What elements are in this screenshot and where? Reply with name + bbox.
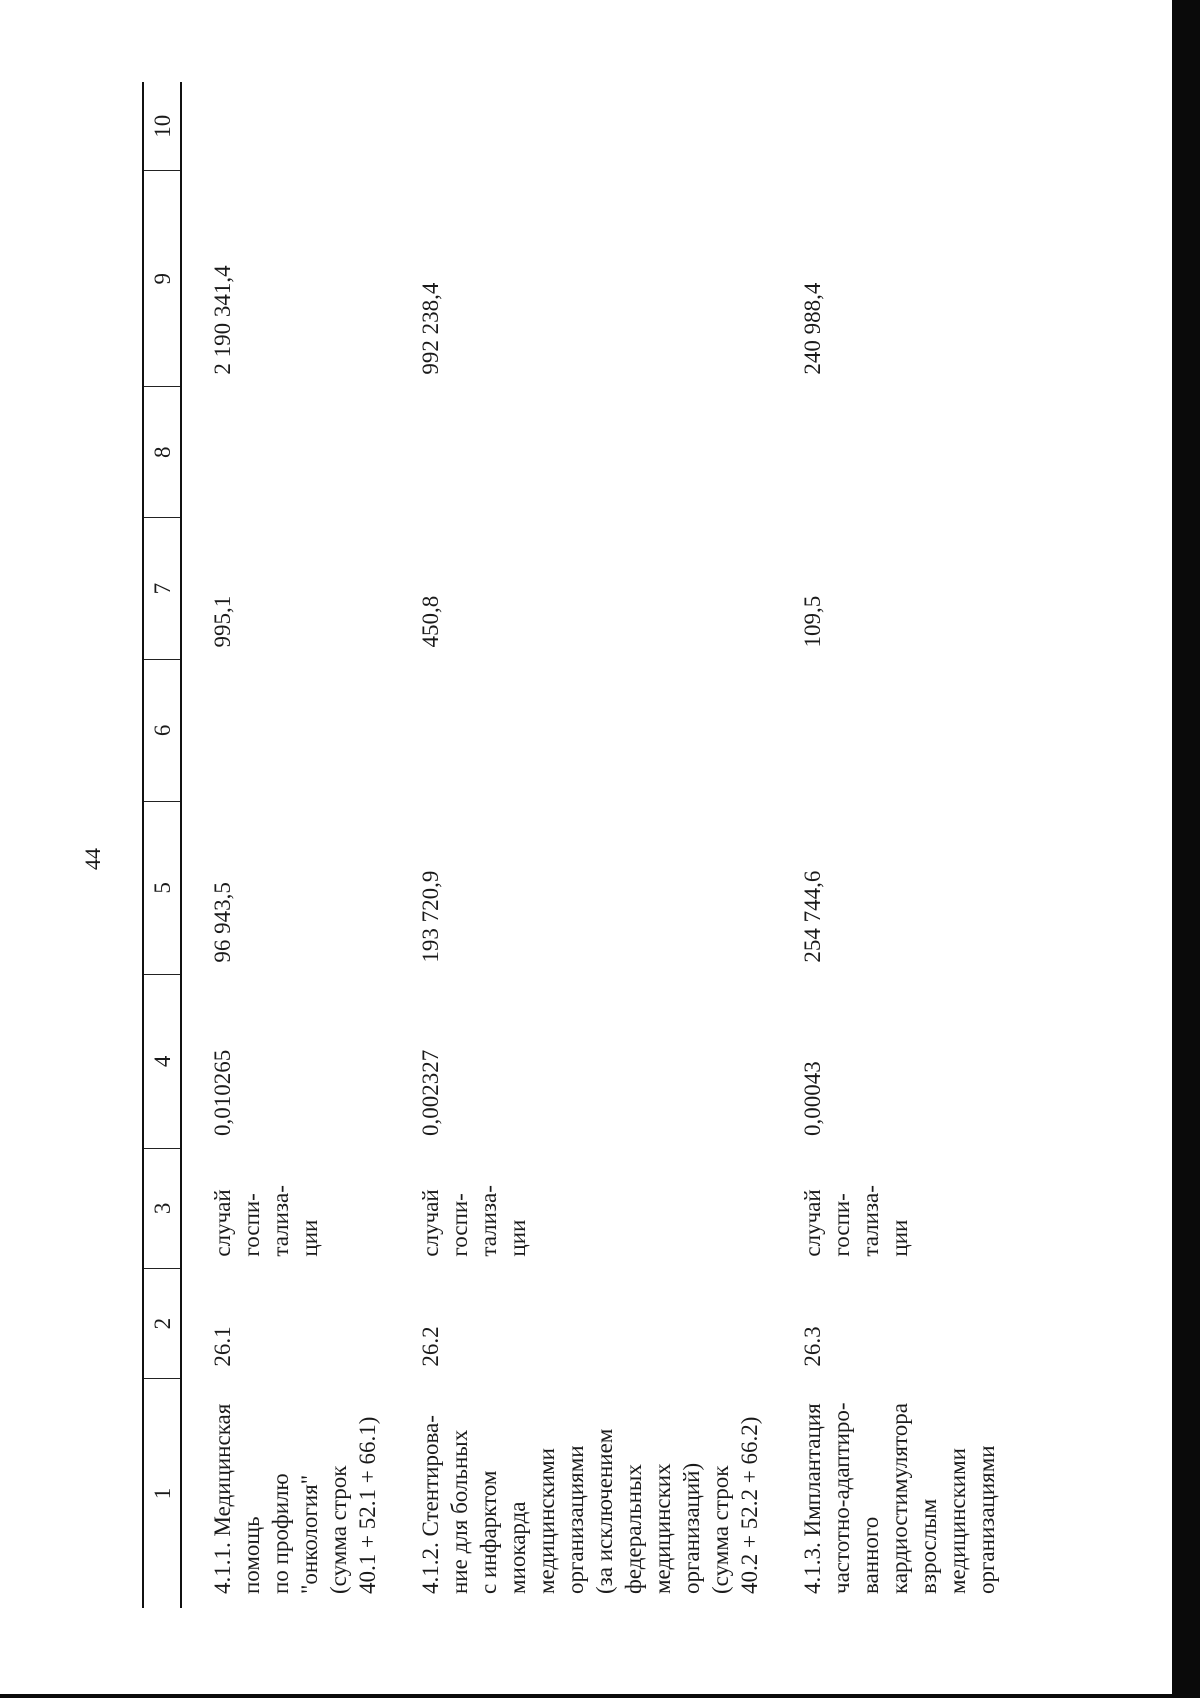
row-code: 26.3	[800, 1326, 825, 1367]
row-col-4: 0,002327	[418, 1049, 443, 1137]
table-row	[390, 82, 772, 1608]
header-col-7: 7	[143, 518, 181, 660]
row-col-10	[181, 82, 390, 171]
header-col-10: 10	[143, 82, 181, 171]
header-col-1: 1	[143, 1379, 181, 1608]
header-row	[143, 82, 181, 1608]
row-col-8	[772, 387, 1009, 518]
header-col-8: 8	[143, 387, 181, 518]
row-col-6	[390, 659, 772, 801]
row-col-7: 109,5	[800, 595, 825, 648]
header-col-6: 6	[143, 659, 181, 801]
header-col-3: 3	[143, 1148, 181, 1269]
row-col-5: 193 720,9	[418, 870, 443, 963]
scan-edge-right	[1172, 0, 1200, 1698]
row-name: 4.1.3. Имплантация частотно-адаптиро- ванного кардиостимулятора взрослым медицинскими организациями	[800, 1402, 999, 1594]
header-col-5: 5	[143, 801, 181, 974]
row-unit: случай госпи- тализа- ции	[418, 1185, 530, 1257]
row-unit: случай госпи- тализа- ции	[210, 1185, 322, 1257]
row-col-9: 992 238,4	[418, 282, 443, 375]
row-name: 4.1.1. Медицинская помощь по профилю "онкология" (сумма строк 40.1 + 52.1 + 66.1)	[210, 1403, 380, 1594]
row-name: 4.1.2. Стентирова- ние для больных с инфарктом миокарда медицинскими организациями (за исключением федеральных медицинских организаций) (сумма строк 40.2 + 52.2 + 66.2)	[418, 1415, 762, 1594]
header-col-4: 4	[143, 975, 181, 1148]
row-unit: случай госпи- тализа- ции	[800, 1185, 912, 1257]
row-col-10	[772, 82, 1009, 171]
row-col-6	[181, 659, 390, 801]
row-col-8	[181, 387, 390, 518]
row-col-5: 254 744,6	[800, 870, 825, 963]
table-row	[181, 82, 390, 1608]
row-col-9: 240 988,4	[800, 282, 825, 375]
row-col-9: 2 190 341,4	[210, 265, 235, 375]
row-col-4: 0,010265	[210, 1049, 235, 1137]
rotated-page	[0, 40, 1100, 1640]
table-row	[772, 82, 1009, 1608]
row-code: 26.1	[210, 1326, 235, 1367]
row-code: 26.2	[418, 1326, 443, 1367]
row-col-7: 995,1	[210, 595, 235, 648]
page-number: 44	[80, 848, 105, 870]
row-col-10	[390, 82, 772, 171]
header-col-9: 9	[143, 171, 181, 387]
header-col-2: 2	[143, 1269, 181, 1379]
scan-edge-bottom	[0, 1694, 1200, 1698]
row-col-4: 0,00043	[800, 1061, 825, 1137]
row-col-6	[772, 659, 1009, 801]
row-col-5: 96 943,5	[210, 882, 235, 963]
row-col-8	[390, 387, 772, 518]
data-table	[142, 82, 1009, 1608]
row-col-7: 450,8	[418, 595, 443, 648]
